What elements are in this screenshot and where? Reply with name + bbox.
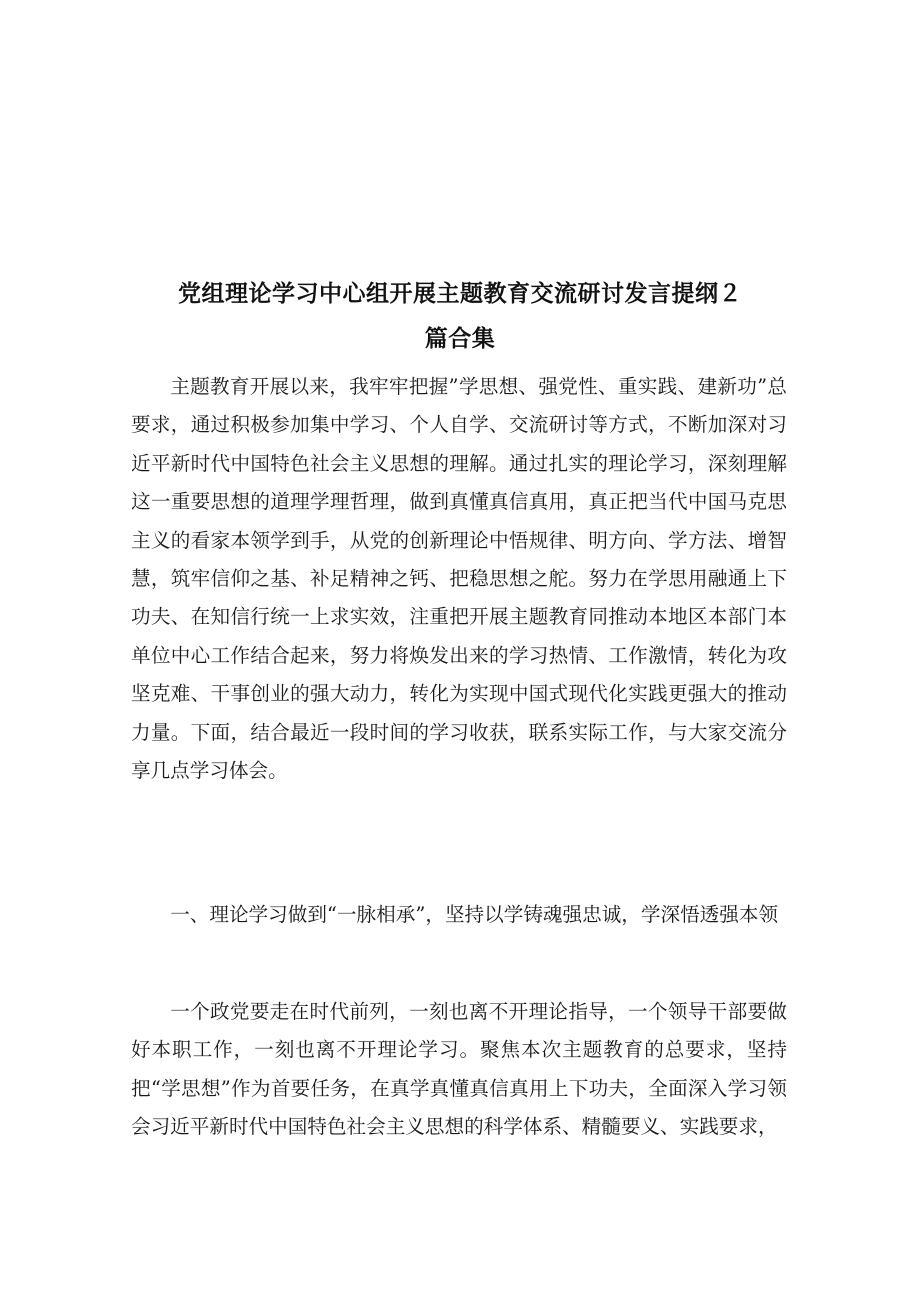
section-heading-1: 一、理论学习做到“一脉相承”，坚持以学铸魂强忠诚，学深悟透强本领 [170, 903, 779, 926]
title-line-1: 党组理论学习中心组开展主题教育交流研讨发言提纲２ [178, 281, 742, 307]
document-title [130, 272, 790, 362]
intro-paragraph: 主题教育开展以来，我牢牢把握”学思想、强党性、重实践、建新功”总要求，通过积极参加集中学习、个人自学、交流研讨等方式，不断加深对习近平新时代中国特色社会主义思想的理解。通过扎实的理论学习，深刻理解这一重要思想的道理学理哲理，做到真懂真信真用，真正把当代中国马克思主义的看家本领学到手，从党的创新理论中悟规律、明方向、学方法、增智慧，筑牢信仰之基、补足精神之钙、把稳思想之舵。努力在学思用融通上下功夫、在知信行统一上求实效，注重把开展主题教育同推动本地区本部门本单位中心工作结合起来，努力将焕发出来的学习热情、工作激情，转化为攻坚克难、干事创业的强大动力，转化为实现中国式现代化实践更强大的推动力量。下面，结合最近一段时间的学习收获，联系实际工作，与大家交流分享几点学习体会。 [131, 375, 787, 783]
title-line-2: 篇合集 [424, 326, 496, 352]
section-1-paragraph: 一个政党要走在时代前列，一刻也离不开理论指导，一个领导干部要做好本职工作，一刻也离不开理论学习。聚焦本次主题教育的总要求，坚持把“学思想”作为首要任务，在真学真懂真信真用上下功夫，全面深入学习领会习近平新时代中国特色社会主义思想的科学体系、精髓要义、实践要求， [131, 1000, 787, 1139]
